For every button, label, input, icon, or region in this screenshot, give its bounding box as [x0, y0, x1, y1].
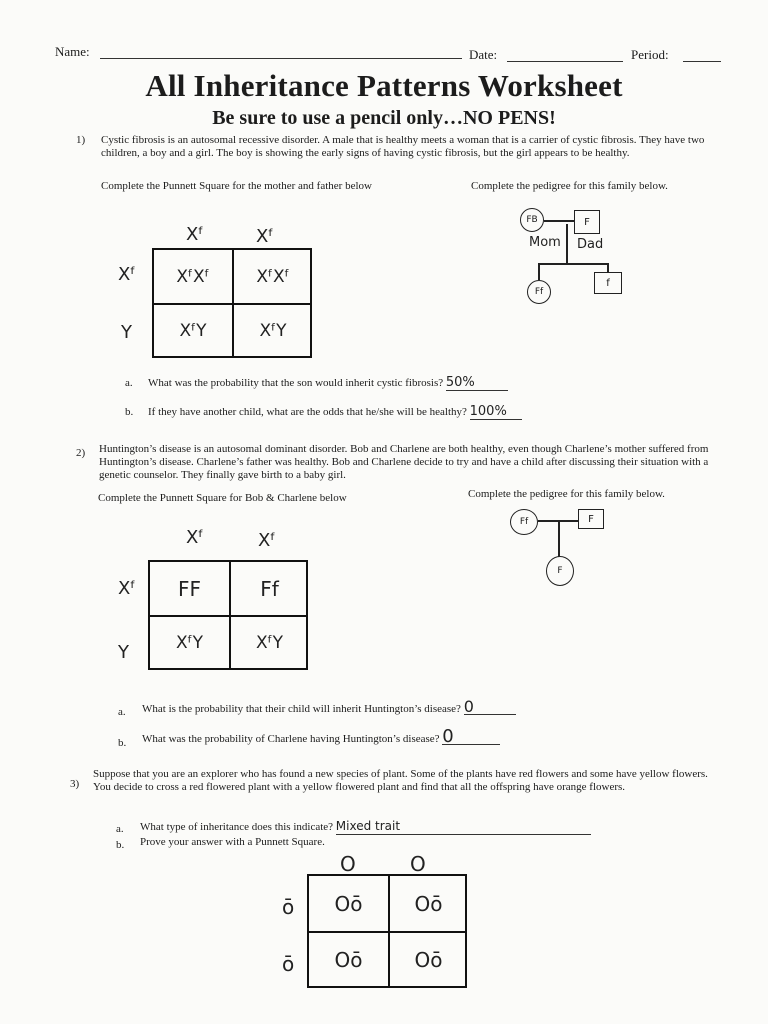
page-subtitle: Be sure to use a pencil only…NO PENS!: [212, 107, 556, 129]
q1-punnett-instruction: Complete the Punnett Square for the mother and father below: [101, 180, 372, 192]
q1-pedigree-instruction: Complete the pedigree for this family below.: [471, 180, 668, 192]
q2-mom-circle[interactable]: Ff: [510, 509, 538, 535]
q3-cell-4[interactable]: Oō: [414, 947, 443, 972]
q1-cell-3[interactable]: XᶠY: [179, 320, 207, 341]
q2-side-allele-1: Xᶠ: [118, 578, 136, 599]
q1-sibship-line: [538, 263, 608, 265]
q2-top-allele-1: Xᶠ: [186, 527, 204, 548]
q1-girl-circle[interactable]: Ff: [527, 280, 551, 304]
q3a-label: a.: [116, 823, 124, 835]
q3-top-allele-1: O: [340, 852, 356, 876]
q1b-row: [148, 405, 588, 420]
q1a-label: a.: [125, 377, 133, 389]
q1-dad-label: Dad: [577, 237, 604, 252]
q1-top-allele-1: Xᶠ: [186, 224, 204, 245]
q2-cell-2[interactable]: Ff: [260, 576, 279, 601]
q2b-row: [142, 726, 582, 747]
q3-number: 3): [70, 778, 80, 790]
q3-cell-1[interactable]: Oō: [334, 891, 363, 916]
q1-text: Cystic fibrosis is an autosomal recessive disorder. A male that is healthy meets a woman that is a carrier of cystic fibrosis. They have two children, a boy and a girl. The boy is showing the early signs of having cystic fibrosis, but the girl appears to be healthy.: [101, 134, 705, 159]
period-label: Period:: [631, 47, 669, 62]
q3-text: Suppose that you are an explorer who has found a new species of plant. Some of the plants have red flowers and some have yellow flowers. You decide to cross a red flowered plant with a yellow flowered plant and find that all the offspring have orange flowers.: [93, 768, 708, 793]
q1-cell-4[interactable]: XᶠY: [259, 320, 287, 341]
q1-number: 1): [76, 134, 86, 146]
q2-punnett-square: [148, 560, 308, 670]
q1-dad-square[interactable]: F: [574, 210, 600, 234]
q2-pedigree-instruction: Complete the pedigree for this family below.: [468, 488, 665, 500]
q2-punnett-instruction: Complete the Punnett Square for Bob & Charlene below: [98, 492, 347, 504]
q2a-label: a.: [118, 706, 126, 718]
q1-descent-line: [566, 224, 568, 264]
q1b-answer[interactable]: 100%: [470, 405, 522, 420]
q1-side-allele-1: Xᶠ: [118, 264, 136, 285]
q2-descent-line: [558, 521, 560, 557]
q3-cell-2[interactable]: Oō: [414, 891, 443, 916]
q3b-label: b.: [116, 839, 125, 851]
q2-cell-1[interactable]: FF: [177, 576, 201, 601]
q2-cell-4[interactable]: XᶠY: [255, 632, 284, 653]
q3-cell-3[interactable]: Oō: [334, 947, 363, 972]
q3-punnett-square: [307, 874, 467, 988]
q2-text: Huntington’s disease is an autosomal dominant disorder. Bob and Charlene are both healthy, even though Charlene’s mother suffered from Huntington’s disease. Charlene’s father was healthy. Bob and Charlene decide to try and have a child after discussing their situation with a genetic counselor. They finally gave birth to a baby girl.: [99, 443, 709, 481]
q2b-label: b.: [118, 737, 127, 749]
q2b-text: What was the probability of Charlene having Huntington’s disease?: [142, 733, 440, 745]
q3a-row: [140, 820, 640, 835]
q1-boy-square[interactable]: f: [594, 272, 622, 294]
q1-punnett-square: [152, 248, 312, 358]
q1-cell-2[interactable]: XᶠXᶠ: [256, 266, 290, 287]
q1b-label: b.: [125, 406, 134, 418]
q1-side-allele-2: Y: [121, 322, 132, 343]
q3b-text: Prove your answer with a Punnett Square.: [140, 836, 325, 848]
q3-side-allele-1: ō: [282, 895, 295, 919]
q1-cell-1[interactable]: XᶠXᶠ: [176, 266, 210, 287]
q3a-text: What type of inheritance does this indicate?: [140, 821, 334, 833]
header-row: [55, 44, 725, 64]
q2-top-allele-2: Xᶠ: [258, 530, 276, 551]
q2a-text: What is the probability that their child will inherit Huntington’s disease?: [142, 703, 461, 715]
q1-marriage-line: [544, 220, 574, 222]
q2-child-circle[interactable]: F: [546, 556, 574, 586]
q1-mom-circle[interactable]: FB: [520, 208, 544, 232]
page-title: All Inheritance Patterns Worksheet: [145, 68, 623, 103]
q2-number: 2): [76, 447, 86, 459]
q1b-text: If they have another child, what are the odds that he/she will be healthy?: [148, 406, 467, 418]
period-field[interactable]: [683, 61, 721, 62]
q1-mom-label: Mom: [529, 235, 561, 250]
q1a-row: [148, 376, 568, 391]
date-field[interactable]: [507, 61, 623, 62]
q2-dad-square[interactable]: F: [578, 509, 604, 529]
date-label: Date:: [469, 47, 498, 62]
q3-top-allele-2: O: [410, 852, 426, 876]
q1-top-allele-2: Xᶠ: [256, 226, 274, 247]
q1-girl-line: [538, 263, 540, 280]
q2a-row: [142, 697, 582, 717]
q1a-answer[interactable]: 50%: [446, 376, 508, 391]
name-label: Name:: [55, 44, 90, 59]
q2-cell-3[interactable]: XᶠY: [175, 632, 204, 653]
q1a-text: What was the probability that the son would inherit cystic fibrosis?: [148, 377, 444, 389]
q2a-answer[interactable]: 0: [464, 700, 516, 715]
q2-side-allele-2: Y: [118, 642, 129, 663]
q3a-answer[interactable]: Mixed trait: [336, 820, 591, 835]
q2b-answer[interactable]: 0: [442, 730, 500, 745]
q3-side-allele-2: ō: [282, 952, 295, 976]
name-field[interactable]: [100, 58, 462, 59]
